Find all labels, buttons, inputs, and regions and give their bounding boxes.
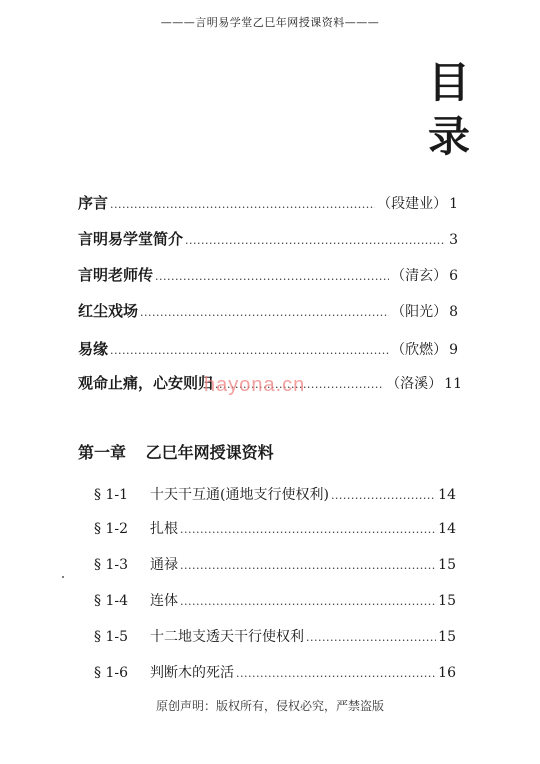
leader-dots	[140, 306, 389, 319]
leader-dots	[331, 489, 436, 502]
section-label: 十天干互通(通地支行使权利)	[150, 487, 329, 503]
leader-dots	[180, 595, 436, 608]
toc-entry-author: （段建业）	[377, 196, 448, 212]
section-page: 16	[438, 665, 456, 681]
section-page: 15	[438, 557, 456, 573]
section-number: § 1-1	[94, 487, 128, 503]
leader-dots	[110, 198, 375, 211]
section-label: 连体	[150, 593, 178, 609]
section-entry[interactable]	[94, 554, 456, 574]
section-label: 十二地支透天干行使权利	[150, 629, 304, 645]
toc-entry-author: （清玄）	[391, 268, 448, 284]
toc-entry[interactable]	[78, 192, 458, 213]
toc-entry-label: 易缘	[78, 340, 109, 358]
toc-entry-page: 8	[449, 304, 458, 320]
leader-dots	[110, 344, 389, 357]
toc-entry-label: 言明老师传	[78, 266, 154, 284]
watermark: hayona.cn	[204, 374, 306, 396]
title-char-lu: 录	[427, 112, 470, 161]
leader-dots	[155, 270, 389, 283]
toc-entry-page: 11	[444, 376, 462, 392]
toc-entry-label: 序言	[78, 194, 109, 212]
section-label: 扎根	[150, 521, 178, 537]
toc-entry[interactable]	[78, 338, 458, 359]
toc-entry-author: （洛溪）	[386, 376, 443, 392]
chapter-title: 乙巳年网授课资料	[145, 443, 274, 462]
section-entry[interactable]	[94, 518, 456, 538]
title-char-mu: 目	[427, 58, 470, 107]
section-entry[interactable]	[94, 626, 456, 646]
section-label: 通禄	[150, 557, 178, 573]
toc-entry[interactable]	[78, 228, 458, 249]
leader-dots	[185, 234, 445, 247]
document-header: ———言明易学堂乙巳年网授课资料———	[160, 16, 380, 29]
leader-dots	[180, 523, 436, 536]
toc-entry-page: 9	[449, 342, 458, 358]
leader-dots	[180, 559, 436, 572]
section-page: 14	[438, 487, 456, 503]
leader-dots	[236, 667, 436, 680]
leader-dots	[306, 631, 436, 644]
toc-entry[interactable]	[78, 300, 458, 321]
section-number: § 1-2	[94, 521, 128, 537]
section-number: § 1-4	[94, 593, 128, 609]
toc-entry-page: 3	[449, 232, 458, 248]
section-number: § 1-6	[94, 665, 128, 681]
toc-entry-label: 言明易学堂简介	[78, 230, 184, 248]
section-page: 15	[438, 593, 456, 609]
toc-entry-page: 1	[449, 196, 458, 212]
section-entry[interactable]	[94, 590, 456, 610]
section-entry[interactable]	[94, 484, 456, 504]
toc-entry-label: 红尘戏场	[78, 302, 139, 320]
toc-entry-author: （阳光）	[391, 304, 448, 320]
copyright-footer: 原创声明：版权所有，侵权必究，严禁盗版	[155, 699, 384, 713]
section-page: 14	[438, 521, 456, 537]
section-number: § 1-3	[94, 557, 128, 573]
chapter-heading[interactable]	[78, 440, 274, 463]
section-page: 15	[438, 629, 456, 645]
section-entry[interactable]	[94, 662, 456, 682]
toc-entry-label: 观命止痛，心安则归	[78, 374, 214, 392]
toc-entry-author: （欣燃）	[391, 342, 448, 358]
section-number: § 1-5	[94, 629, 128, 645]
section-label: 判断木的死活	[150, 665, 234, 681]
scan-speck	[62, 576, 64, 578]
toc-entry-page: 6	[449, 268, 458, 284]
chapter-number: 第一章	[78, 443, 127, 462]
toc-entry[interactable]	[78, 264, 458, 285]
